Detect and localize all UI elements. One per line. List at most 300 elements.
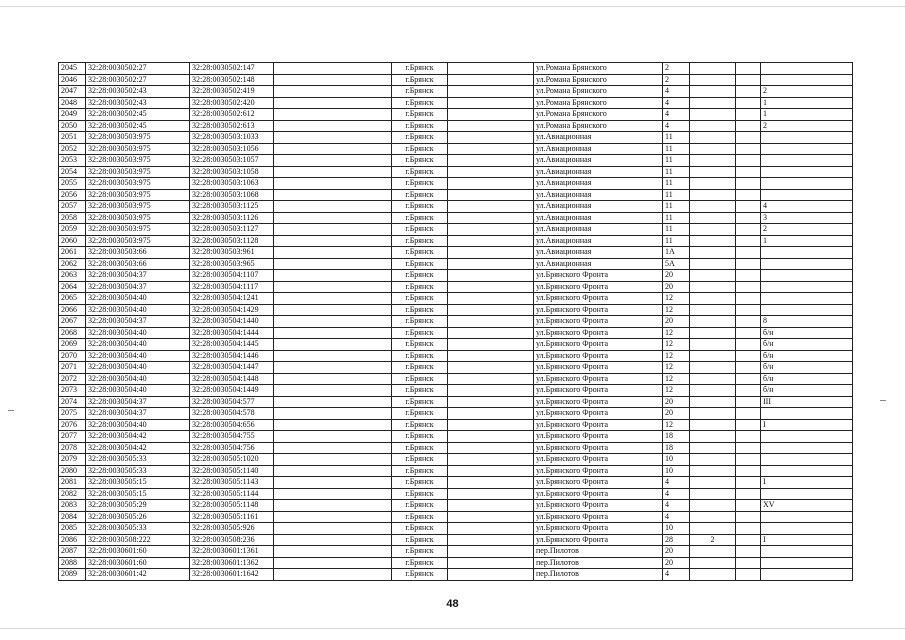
cell-col-empty-c <box>736 63 761 75</box>
cell-parcel-cadastral-number: 32:28:0030505:33 <box>86 523 190 535</box>
cell-col-empty-b <box>448 201 534 213</box>
cell-city: г.Брянск <box>392 546 448 558</box>
cell-col-empty-a <box>274 189 392 201</box>
cell-row-number: 2081 <box>59 477 86 489</box>
cell-parcel-cadastral-number: 32:28:0030601:60 <box>86 557 190 569</box>
cell-apartment-number <box>761 63 853 75</box>
table-row <box>59 120 853 132</box>
cell-house-number: 11 <box>663 212 690 224</box>
cell-row-number: 2053 <box>59 155 86 167</box>
table-row <box>59 178 853 190</box>
cell-col-empty-b <box>448 97 534 109</box>
cell-street: ул.Брянского Фронта <box>534 511 663 523</box>
cell-col-empty-c <box>736 396 761 408</box>
cell-street: ул.Брянского Фронта <box>534 362 663 374</box>
cell-parcel-cadastral-number: 32:28:0030504:40 <box>86 419 190 431</box>
cell-object-cadastral-number: 32:28:0030502:147 <box>190 63 274 75</box>
cell-col-empty-c <box>736 247 761 259</box>
cell-city: г.Брянск <box>392 385 448 397</box>
cell-building-number <box>690 109 736 121</box>
cell-building-number <box>690 74 736 86</box>
cell-col-empty-b <box>448 63 534 75</box>
cell-building-number <box>690 511 736 523</box>
cell-building-number <box>690 396 736 408</box>
cell-street: ул.Брянского Фронта <box>534 327 663 339</box>
cell-col-empty-b <box>448 477 534 489</box>
cell-city: г.Брянск <box>392 74 448 86</box>
cell-parcel-cadastral-number: 32:28:0030504:42 <box>86 431 190 443</box>
cell-object-cadastral-number: 32:28:0030503:1127 <box>190 224 274 236</box>
registry-table <box>58 62 853 581</box>
cell-object-cadastral-number: 32:28:0030601:1361 <box>190 546 274 558</box>
cell-house-number: 28 <box>663 534 690 546</box>
cell-object-cadastral-number: 32:28:0030502:419 <box>190 86 274 98</box>
cell-parcel-cadastral-number: 32:28:0030503:975 <box>86 189 190 201</box>
cell-col-empty-a <box>274 385 392 397</box>
cell-apartment-number: б/н <box>761 350 853 362</box>
table-row <box>59 557 853 569</box>
cell-parcel-cadastral-number: 32:28:0030503:975 <box>86 166 190 178</box>
cell-house-number: 1А <box>663 247 690 259</box>
cell-building-number <box>690 155 736 167</box>
cell-col-empty-b <box>448 500 534 512</box>
cell-building-number <box>690 97 736 109</box>
cell-city: г.Брянск <box>392 143 448 155</box>
cell-building-number <box>690 419 736 431</box>
cell-parcel-cadastral-number: 32:28:0030504:37 <box>86 270 190 282</box>
cell-col-empty-c <box>736 534 761 546</box>
cell-building-number <box>690 523 736 535</box>
cell-col-empty-b <box>448 362 534 374</box>
cell-col-empty-c <box>736 270 761 282</box>
cell-house-number: 12 <box>663 419 690 431</box>
cell-apartment-number <box>761 166 853 178</box>
cell-row-number: 2065 <box>59 293 86 305</box>
cell-col-empty-a <box>274 350 392 362</box>
cell-building-number <box>690 224 736 236</box>
cell-house-number: 20 <box>663 396 690 408</box>
cell-building-number <box>690 132 736 144</box>
cell-building-number <box>690 235 736 247</box>
cell-parcel-cadastral-number: 32:28:0030503:975 <box>86 224 190 236</box>
cell-apartment-number: 2 <box>761 120 853 132</box>
cell-col-empty-b <box>448 189 534 201</box>
cell-col-empty-c <box>736 477 761 489</box>
cell-col-empty-b <box>448 569 534 581</box>
cell-house-number: 20 <box>663 408 690 420</box>
cell-apartment-number: XV <box>761 500 853 512</box>
cell-col-empty-a <box>274 316 392 328</box>
cell-parcel-cadastral-number: 32:28:0030505:15 <box>86 477 190 489</box>
table-row <box>59 143 853 155</box>
cell-row-number: 2075 <box>59 408 86 420</box>
cell-apartment-number <box>761 488 853 500</box>
cell-building-number <box>690 63 736 75</box>
cell-street: ул.Романа Брянского <box>534 120 663 132</box>
cell-city: г.Брянск <box>392 155 448 167</box>
cell-parcel-cadastral-number: 32:28:0030503:975 <box>86 178 190 190</box>
cell-building-number <box>690 86 736 98</box>
cell-city: г.Брянск <box>392 132 448 144</box>
table-row <box>59 132 853 144</box>
cell-col-empty-a <box>274 569 392 581</box>
cell-col-empty-c <box>736 431 761 443</box>
cell-col-empty-c <box>736 120 761 132</box>
cell-city: г.Брянск <box>392 442 448 454</box>
cell-street: ул.Брянского Фронта <box>534 281 663 293</box>
cell-object-cadastral-number: 32:28:0030504:1444 <box>190 327 274 339</box>
cell-object-cadastral-number: 32:28:0030502:420 <box>190 97 274 109</box>
cell-row-number: 2046 <box>59 74 86 86</box>
cell-city: г.Брянск <box>392 258 448 270</box>
cell-col-empty-b <box>448 86 534 98</box>
cell-row-number: 2047 <box>59 86 86 98</box>
cell-object-cadastral-number: 32:28:0030503:1056 <box>190 143 274 155</box>
cell-apartment-number: 3 <box>761 212 853 224</box>
cell-city: г.Брянск <box>392 224 448 236</box>
cell-street: ул.Брянского Фронта <box>534 431 663 443</box>
cell-parcel-cadastral-number: 32:28:0030503:66 <box>86 258 190 270</box>
cell-row-number: 2074 <box>59 396 86 408</box>
table-row <box>59 396 853 408</box>
table-row <box>59 63 853 75</box>
cell-col-empty-b <box>448 419 534 431</box>
cell-house-number: 18 <box>663 431 690 443</box>
cell-col-empty-b <box>448 281 534 293</box>
cell-row-number: 2058 <box>59 212 86 224</box>
cell-col-empty-b <box>448 120 534 132</box>
cell-col-empty-c <box>736 97 761 109</box>
registry-table-body <box>59 63 853 581</box>
cell-house-number: 5А <box>663 258 690 270</box>
cell-street: пер.Пилотов <box>534 569 663 581</box>
cell-parcel-cadastral-number: 32:28:0030503:975 <box>86 155 190 167</box>
cell-street: ул.Брянского Фронта <box>534 408 663 420</box>
cell-parcel-cadastral-number: 32:28:0030505:15 <box>86 488 190 500</box>
cell-col-empty-a <box>274 339 392 351</box>
cell-apartment-number: 1 <box>761 97 853 109</box>
cell-city: г.Брянск <box>392 270 448 282</box>
cell-parcel-cadastral-number: 32:28:0030504:42 <box>86 442 190 454</box>
cell-parcel-cadastral-number: 32:28:0030601:60 <box>86 546 190 558</box>
cell-street: ул.Брянского Фронта <box>534 534 663 546</box>
cell-object-cadastral-number: 32:28:0030601:1362 <box>190 557 274 569</box>
cell-parcel-cadastral-number: 32:28:0030601:42 <box>86 569 190 581</box>
cell-col-empty-c <box>736 189 761 201</box>
cell-row-number: 2068 <box>59 327 86 339</box>
cell-building-number <box>690 166 736 178</box>
cell-house-number: 11 <box>663 235 690 247</box>
cell-city: г.Брянск <box>392 477 448 489</box>
cell-col-empty-c <box>736 465 761 477</box>
cell-col-empty-b <box>448 178 534 190</box>
cell-street: ул.Брянского Фронта <box>534 523 663 535</box>
cell-col-empty-c <box>736 201 761 213</box>
cell-house-number: 2 <box>663 74 690 86</box>
cell-parcel-cadastral-number: 32:28:0030502:27 <box>86 63 190 75</box>
cell-col-empty-b <box>448 327 534 339</box>
table-row <box>59 373 853 385</box>
cell-street: ул.Брянского Фронта <box>534 454 663 466</box>
cell-apartment-number: 1 <box>761 235 853 247</box>
cell-object-cadastral-number: 32:28:0030503:965 <box>190 258 274 270</box>
cell-city: г.Брянск <box>392 534 448 546</box>
cell-building-number <box>690 327 736 339</box>
cell-apartment-number <box>761 431 853 443</box>
cell-col-empty-a <box>274 523 392 535</box>
cell-row-number: 2073 <box>59 385 86 397</box>
cell-apartment-number: б/н <box>761 385 853 397</box>
cell-row-number: 2072 <box>59 373 86 385</box>
cell-col-empty-a <box>274 178 392 190</box>
table-row <box>59 454 853 466</box>
cell-house-number: 12 <box>663 339 690 351</box>
cell-city: г.Брянск <box>392 201 448 213</box>
cell-apartment-number <box>761 304 853 316</box>
cell-building-number <box>690 178 736 190</box>
cell-house-number: 4 <box>663 477 690 489</box>
cell-row-number: 2077 <box>59 431 86 443</box>
cell-object-cadastral-number: 32:28:0030503:1033 <box>190 132 274 144</box>
cell-col-empty-b <box>448 247 534 259</box>
cell-col-empty-a <box>274 396 392 408</box>
cell-city: г.Брянск <box>392 431 448 443</box>
cell-col-empty-c <box>736 350 761 362</box>
cell-parcel-cadastral-number: 32:28:0030502:45 <box>86 120 190 132</box>
table-row <box>59 86 853 98</box>
cell-row-number: 2063 <box>59 270 86 282</box>
cell-street: ул.Брянского Фронта <box>534 442 663 454</box>
cell-parcel-cadastral-number: 32:28:0030503:975 <box>86 143 190 155</box>
cell-street: ул.Брянского Фронта <box>534 316 663 328</box>
table-row <box>59 109 853 121</box>
cell-building-number <box>690 304 736 316</box>
cell-street: ул.Авиационная <box>534 212 663 224</box>
cell-building-number <box>690 212 736 224</box>
cell-apartment-number: 4 <box>761 201 853 213</box>
cell-row-number: 2070 <box>59 350 86 362</box>
cell-building-number <box>690 373 736 385</box>
cell-apartment-number <box>761 408 853 420</box>
cell-house-number: 11 <box>663 224 690 236</box>
cell-col-empty-a <box>274 488 392 500</box>
cell-row-number: 2048 <box>59 97 86 109</box>
cell-apartment-number <box>761 74 853 86</box>
cell-object-cadastral-number: 32:28:0030508:236 <box>190 534 274 546</box>
cell-street: ул.Авиационная <box>534 201 663 213</box>
cell-house-number: 20 <box>663 270 690 282</box>
cell-apartment-number <box>761 270 853 282</box>
cell-col-empty-c <box>736 293 761 305</box>
cell-col-empty-b <box>448 155 534 167</box>
cell-object-cadastral-number: 32:28:0030504:1107 <box>190 270 274 282</box>
cell-col-empty-a <box>274 63 392 75</box>
cell-apartment-number <box>761 178 853 190</box>
cell-object-cadastral-number: 32:28:0030502:613 <box>190 120 274 132</box>
cell-street: ул.Авиационная <box>534 189 663 201</box>
cell-city: г.Брянск <box>392 500 448 512</box>
cell-building-number <box>690 293 736 305</box>
cell-col-empty-c <box>736 454 761 466</box>
cell-col-empty-b <box>448 224 534 236</box>
cell-apartment-number <box>761 442 853 454</box>
cell-parcel-cadastral-number: 32:28:0030505:29 <box>86 500 190 512</box>
cell-object-cadastral-number: 32:28:0030503:1068 <box>190 189 274 201</box>
cell-building-number <box>690 247 736 259</box>
table-row <box>59 511 853 523</box>
cell-parcel-cadastral-number: 32:28:0030502:43 <box>86 86 190 98</box>
cell-building-number <box>690 454 736 466</box>
cell-parcel-cadastral-number: 32:28:0030502:45 <box>86 109 190 121</box>
table-row <box>59 327 853 339</box>
cell-col-empty-a <box>274 500 392 512</box>
scan-edge-bottom <box>0 628 905 629</box>
cell-building-number <box>690 350 736 362</box>
cell-parcel-cadastral-number: 32:28:0030505:26 <box>86 511 190 523</box>
cell-object-cadastral-number: 32:28:0030503:1128 <box>190 235 274 247</box>
cell-parcel-cadastral-number: 32:28:0030504:40 <box>86 373 190 385</box>
cell-row-number: 2087 <box>59 546 86 558</box>
cell-house-number: 12 <box>663 293 690 305</box>
cell-parcel-cadastral-number: 32:28:0030504:40 <box>86 293 190 305</box>
page-number: 48 <box>446 598 459 610</box>
cell-col-empty-a <box>274 143 392 155</box>
cell-col-empty-b <box>448 339 534 351</box>
cell-col-empty-c <box>736 304 761 316</box>
cell-building-number <box>690 569 736 581</box>
cell-col-empty-b <box>448 523 534 535</box>
cell-col-empty-c <box>736 408 761 420</box>
cell-col-empty-b <box>448 442 534 454</box>
cell-building-number <box>690 201 736 213</box>
cell-house-number: 4 <box>663 86 690 98</box>
cell-house-number: 4 <box>663 500 690 512</box>
cell-parcel-cadastral-number: 32:28:0030504:40 <box>86 339 190 351</box>
cell-apartment-number <box>761 155 853 167</box>
cell-col-empty-a <box>274 86 392 98</box>
cell-object-cadastral-number: 32:28:0030503:1126 <box>190 212 274 224</box>
cell-col-empty-c <box>736 373 761 385</box>
cell-city: г.Брянск <box>392 86 448 98</box>
cell-apartment-number <box>761 247 853 259</box>
cell-object-cadastral-number: 32:28:0030504:1446 <box>190 350 274 362</box>
cell-col-empty-b <box>448 465 534 477</box>
cell-city: г.Брянск <box>392 281 448 293</box>
cell-apartment-number: 2 <box>761 86 853 98</box>
table-row <box>59 419 853 431</box>
cell-city: г.Брянск <box>392 511 448 523</box>
cell-object-cadastral-number: 32:28:0030504:1445 <box>190 339 274 351</box>
cell-street: ул.Авиационная <box>534 132 663 144</box>
cell-object-cadastral-number: 32:28:0030504:756 <box>190 442 274 454</box>
cell-object-cadastral-number: 32:28:0030504:656 <box>190 419 274 431</box>
cell-object-cadastral-number: 32:28:0030504:1449 <box>190 385 274 397</box>
cell-object-cadastral-number: 32:28:0030503:1057 <box>190 155 274 167</box>
cell-apartment-number <box>761 546 853 558</box>
cell-row-number: 2086 <box>59 534 86 546</box>
cell-object-cadastral-number: 32:28:0030503:1125 <box>190 201 274 213</box>
cell-col-empty-b <box>448 74 534 86</box>
cell-col-empty-b <box>448 431 534 443</box>
cell-object-cadastral-number: 32:28:0030503:961 <box>190 247 274 259</box>
cell-col-empty-b <box>448 270 534 282</box>
cell-house-number: 2 <box>663 63 690 75</box>
cell-parcel-cadastral-number: 32:28:0030505:33 <box>86 454 190 466</box>
cell-house-number: 11 <box>663 143 690 155</box>
cell-col-empty-b <box>448 385 534 397</box>
cell-street: ул.Брянского Фронта <box>534 270 663 282</box>
cell-object-cadastral-number: 32:28:0030505:1143 <box>190 477 274 489</box>
cell-col-empty-c <box>736 546 761 558</box>
cell-col-empty-b <box>448 396 534 408</box>
table-row <box>59 235 853 247</box>
cell-col-empty-b <box>448 258 534 270</box>
cell-col-empty-c <box>736 339 761 351</box>
cell-street: пер.Пилотов <box>534 557 663 569</box>
cell-building-number <box>690 442 736 454</box>
cell-col-empty-c <box>736 500 761 512</box>
cell-col-empty-a <box>274 109 392 121</box>
table-row <box>59 316 853 328</box>
cell-city: г.Брянск <box>392 419 448 431</box>
cell-city: г.Брянск <box>392 166 448 178</box>
table-row <box>59 189 853 201</box>
cell-apartment-number <box>761 281 853 293</box>
cell-parcel-cadastral-number: 32:28:0030502:43 <box>86 97 190 109</box>
table-row <box>59 488 853 500</box>
cell-parcel-cadastral-number: 32:28:0030504:37 <box>86 396 190 408</box>
cell-col-empty-a <box>274 97 392 109</box>
cell-row-number: 2049 <box>59 109 86 121</box>
cell-col-empty-a <box>274 546 392 558</box>
cell-street: ул.Авиационная <box>534 247 663 259</box>
cell-house-number: 10 <box>663 465 690 477</box>
table-row <box>59 362 853 374</box>
cell-col-empty-b <box>448 109 534 121</box>
cell-object-cadastral-number: 32:28:0030503:1063 <box>190 178 274 190</box>
cell-house-number: 11 <box>663 132 690 144</box>
cell-city: г.Брянск <box>392 212 448 224</box>
cell-apartment-number <box>761 293 853 305</box>
cell-building-number <box>690 120 736 132</box>
cell-col-empty-c <box>736 569 761 581</box>
cell-col-empty-b <box>448 316 534 328</box>
cell-col-empty-a <box>274 74 392 86</box>
cell-parcel-cadastral-number: 32:28:0030504:40 <box>86 304 190 316</box>
cell-col-empty-b <box>448 546 534 558</box>
cell-col-empty-b <box>448 235 534 247</box>
cell-col-empty-c <box>736 523 761 535</box>
cell-house-number: 11 <box>663 155 690 167</box>
table-row <box>59 569 853 581</box>
cell-parcel-cadastral-number: 32:28:0030504:37 <box>86 316 190 328</box>
cell-parcel-cadastral-number: 32:28:0030504:40 <box>86 350 190 362</box>
cell-city: г.Брянск <box>392 97 448 109</box>
cell-row-number: 2050 <box>59 120 86 132</box>
cell-building-number <box>690 143 736 155</box>
cell-object-cadastral-number: 32:28:0030504:1448 <box>190 373 274 385</box>
scan-mark-right <box>880 400 886 401</box>
cell-col-empty-a <box>274 247 392 259</box>
cell-parcel-cadastral-number: 32:28:0030503:975 <box>86 212 190 224</box>
table-row <box>59 465 853 477</box>
cell-parcel-cadastral-number: 32:28:0030504:37 <box>86 281 190 293</box>
cell-street: ул.Брянского Фронта <box>534 385 663 397</box>
cell-street: ул.Брянского Фронта <box>534 500 663 512</box>
cell-house-number: 11 <box>663 201 690 213</box>
cell-row-number: 2059 <box>59 224 86 236</box>
cell-col-empty-a <box>274 120 392 132</box>
